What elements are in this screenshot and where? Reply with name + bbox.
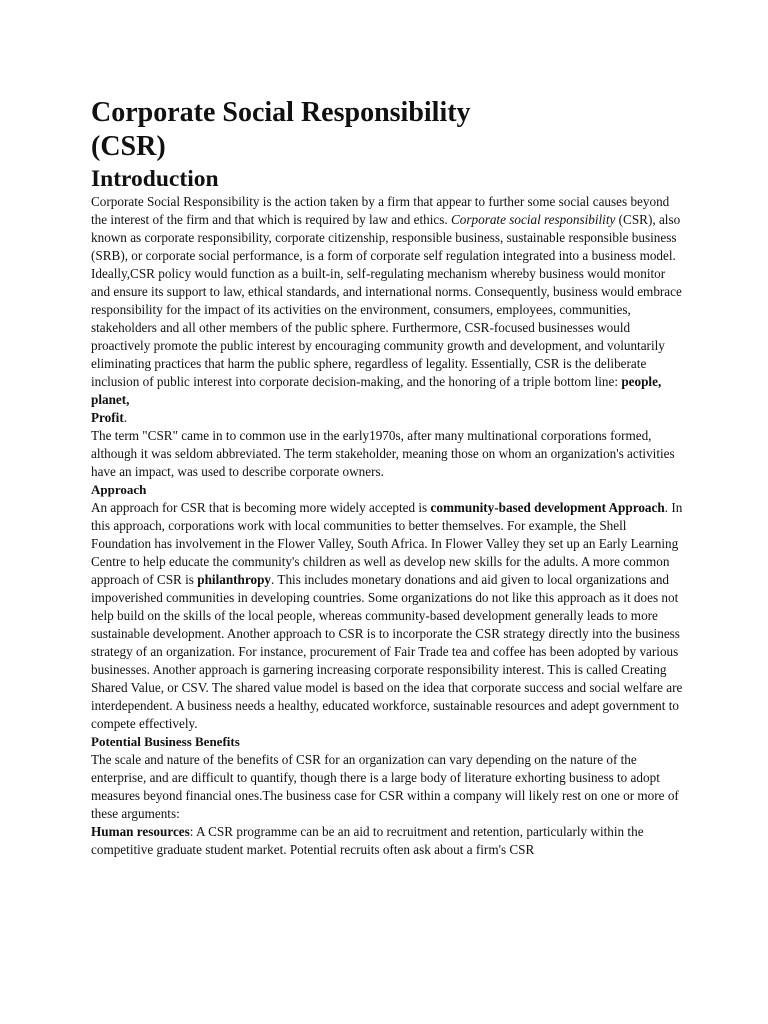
introduction-paragraph-2: The term "CSR" came in to common use in the early1970s, after many multinational corporations formed, although it was seldom abbreviated. The term stakeholder, meaning those on whom an organization's activities have an impact, was used to describe corporate owners.	[91, 428, 675, 479]
intro-text-b: (CSR), also known as corporate responsibility, corporate citizenship, responsible business, sustainable responsible business (SRB), or corporate social performance, is a form of corporate self regulation integrated into a business model. Ideally,CSR policy would function as a built-in, self-regulating mechanism whereby business would monitor and ensure its support to law, ethical standards, and international norms. Consequently, business would embrace responsibility for the impact of its activities on the environment, consumers, employees, communities, stakeholders and all other members of the public sphere. Furthermore, CSR-focused businesses would proactively promote the public interest by encouraging community growth and development, and voluntarily eliminating practices that harm the public sphere, regardless of legality. Essentially, CSR is the deliberate inclusion of public interest into corporate decision-making, and the honoring of a triple bottom line:	[91, 212, 682, 389]
intro-bold-people-planet: people, planet,	[91, 374, 662, 407]
approach-paragraph	[91, 499, 687, 733]
approach-text-c: . This includes monetary donations and aid given to local organizations and impoverished communities in developing countries. Some organizations do not like this approach as it does not help build on the skills of the local people, whereas community-based development generally leads to more sustainable development. Another approach to CSR is to incorporate the CSR strategy directly into the business strategy of an organization. For instance, procurement of Fair Trade tea and coffee has been adopted by various businesses. Another approach is garnering increasing corporate responsibility interest. This is called Creating Shared Value, or CSV. The shared value model is based on the idea that corporate success and social welfare are interdependent. A business needs a healthy, educated workforce, sustainable resources and adept government to compete effectively.	[91, 572, 683, 731]
human-resources-label: Human resources	[91, 824, 190, 839]
title-line-1: Corporate Social Responsibility	[91, 97, 471, 128]
benefits-heading: Potential Business Benefits	[91, 734, 240, 749]
document-title	[91, 96, 687, 164]
approach-bold-philanthropy: philanthropy	[197, 572, 272, 587]
introduction-paragraph-1	[91, 193, 687, 427]
introduction-heading: Introduction	[91, 166, 219, 192]
approach-text-b: . In this approach, corporations work with local communities to better themselves. For example, the Shell Foundation has involvement in the Flower Valley, South Africa. In Flower Valley they set up an Early Learning Centre to help educate the community's children as well as develop new skills for the adults. A more common approach of CSR is	[91, 500, 683, 587]
title-line-2: (CSR)	[91, 131, 166, 162]
benefits-paragraph-1: The scale and nature of the benefits of CSR for an organization can vary depending on the nature of the enterprise, and are difficult to quantify, though there is a large body of literature exhorting business to adopt measures beyond financial ones.The business case for CSR within a company will likely rest on one or more of these arguments:	[91, 752, 679, 821]
approach-text-a: An approach for CSR that is becoming more widely accepted is	[91, 500, 431, 515]
intro-italic-term: Corporate social responsibility	[450, 212, 616, 227]
document-page	[91, 96, 687, 859]
human-resources-text: : A CSR programme can be an aid to recruitment and retention, particularly within the competitive graduate student market. Potential recruits often ask about a firm's CSR	[91, 824, 644, 857]
human-resources-paragraph	[91, 823, 687, 859]
intro-text-end: .	[123, 410, 128, 425]
approach-bold-community: community-based development Approach	[430, 500, 665, 515]
intro-text-a: Corporate Social Responsibility is the action taken by a firm that appear to further some social causes beyond the interest of the firm and that which is required by law and ethics.	[91, 194, 670, 227]
intro-bold-profit: Profit	[91, 410, 124, 425]
approach-heading: Approach	[91, 482, 147, 497]
